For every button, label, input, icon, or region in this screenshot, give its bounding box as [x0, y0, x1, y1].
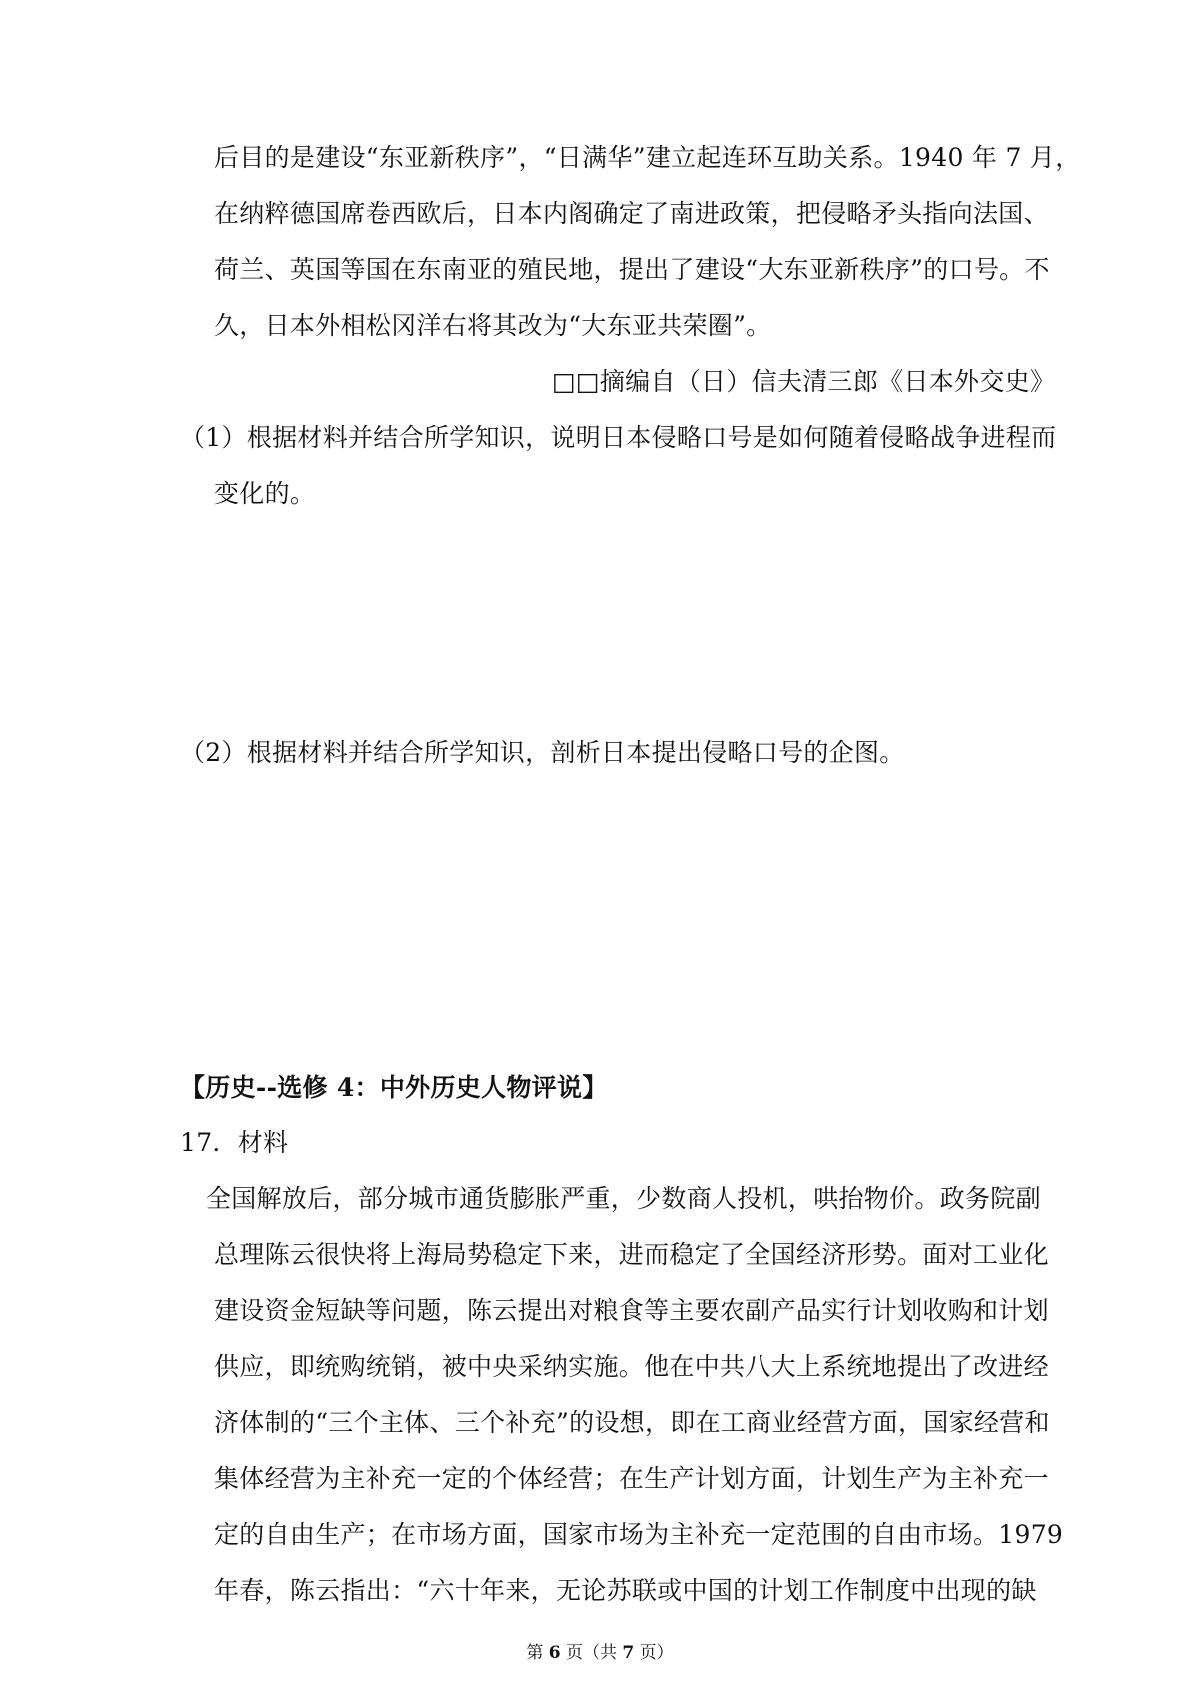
section-heading: 【历史--选修 4：中外历史人物评说】 [180, 1073, 608, 1102]
material-line-3: 荷兰、英国等国在东南亚的殖民地，提出了建设“大东亚新秩序”的口号。不 [214, 255, 1050, 284]
current-page-number: 6 [548, 1643, 561, 1663]
footer-prefix: 第 [526, 1643, 549, 1663]
page-footer [0, 1642, 1200, 1664]
source-citation: □□摘编自（日）信夫清三郎《日本外交史》 [552, 367, 1056, 396]
question-1-line-2: 变化的。 [214, 479, 316, 508]
material-line-1: 后目的是建设“东亚新秩序”，“日满华”建立起连环互助关系。1940 年 7 月， [214, 143, 1081, 172]
footer-suffix: 页） [634, 1643, 674, 1663]
material-17-line-3: 建设资金短缺等问题，陈云提出对粮食等主要农副产品实行计划收购和计划 [214, 1296, 1049, 1325]
footer-middle: 页（共 [560, 1643, 623, 1663]
material-17-line-2: 总理陈云很快将上海局势稳定下来，进而稳定了全国经济形势。面对工业化 [214, 1240, 1049, 1269]
material-17-line-5: 济体制的“三个主体、三个补充”的设想，即在工商业经营方面，国家经营和 [214, 1408, 1050, 1437]
material-line-2: 在纳粹德国席卷西欧后，日本内阁确定了南进政策，把侵略矛头指向法国、 [214, 199, 1049, 228]
material-17-line-1: 全国解放后，部分城市通货膨胀严重，少数商人投机，哄抬物价。政务院副 [206, 1184, 1041, 1213]
question-2: （2）根据材料并结合所学知识，剖析日本提出侵略口号的企图。 [180, 738, 905, 767]
material-17-line-7: 定的自由生产；在市场方面，国家市场为主补充一定范围的自由市场。1979 [214, 1520, 1064, 1549]
total-pages-number: 7 [622, 1643, 635, 1663]
material-17-line-6: 集体经营为主补充一定的个体经营；在生产计划方面，计划生产为主补充一 [214, 1464, 1049, 1493]
material-17-line-4: 供应，即统购统销，被中央采纳实施。他在中共八大上系统地提出了改进经 [214, 1352, 1049, 1381]
question-1-line-1: （1）根据材料并结合所学知识，说明日本侵略口号是如何随着侵略战争进程而 [180, 423, 1057, 452]
material-17-line-8: 年春，陈云指出：“六十年来，无论苏联或中国的计划工作制度中出现的缺 [214, 1576, 1037, 1605]
material-line-4: 久，日本外相松冈洋右将其改为“大东亚共荣圈”。 [214, 311, 772, 340]
question-17-label: 17．材料 [180, 1128, 289, 1157]
